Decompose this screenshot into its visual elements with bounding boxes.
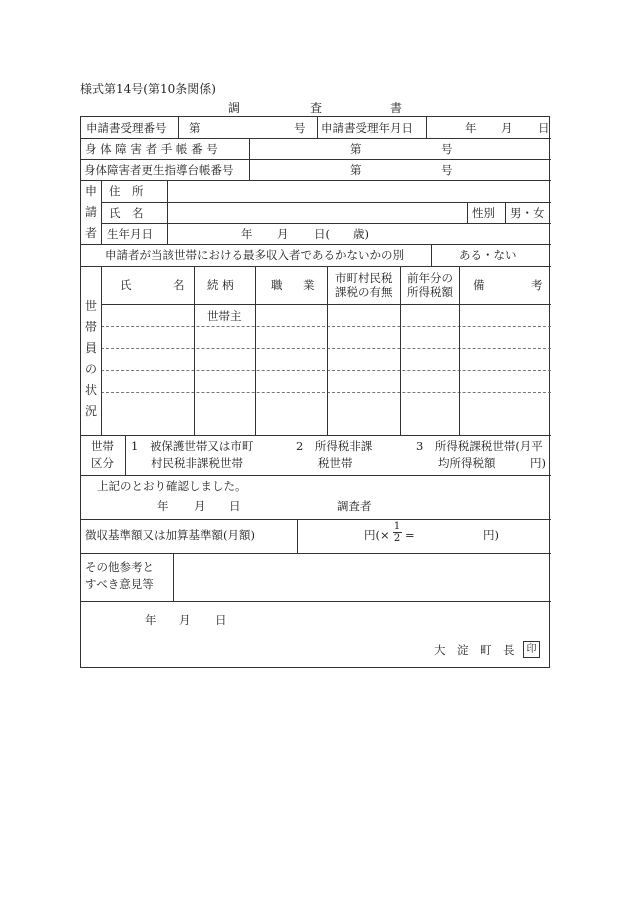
col-income-line2: 所得税額 xyxy=(407,285,453,299)
birth-day: 日( xyxy=(314,227,330,241)
rule xyxy=(194,266,195,435)
collection-equals: = xyxy=(405,528,415,542)
head-of-household: 世帯主 xyxy=(207,309,242,323)
rule xyxy=(81,601,551,602)
other-remarks-line1: その他参考と xyxy=(85,560,154,574)
rule xyxy=(81,159,551,160)
top-earner-options: ある・ない xyxy=(459,248,517,262)
rule xyxy=(81,266,551,267)
gender-options: 男・女 xyxy=(510,206,545,220)
rule xyxy=(101,304,551,305)
investigator-label: 調査者 xyxy=(337,499,372,513)
sign-month: 月 xyxy=(179,613,191,627)
disability-handbook-dai: 第 xyxy=(350,142,362,156)
half-fraction xyxy=(391,521,403,544)
rule xyxy=(81,244,551,245)
rule xyxy=(101,202,551,203)
receipt-date-label: 申請書受理年月日 xyxy=(321,121,413,135)
receipt-number-go: 号 xyxy=(294,121,306,135)
rule xyxy=(426,117,427,138)
receipt-date-year: 年 xyxy=(465,121,477,135)
category-label-line1: 世帯 xyxy=(91,439,114,453)
sign-day: 日 xyxy=(215,613,227,627)
col-relation: 続 柄 xyxy=(207,278,234,292)
col-occupation-a: 職 xyxy=(271,278,283,292)
rule xyxy=(125,435,126,475)
rule xyxy=(249,138,250,180)
category-opt3-line2: 均所得税額 円) xyxy=(438,456,546,470)
receipt-number-dai: 第 xyxy=(189,121,201,135)
collection-yen-close: 円) xyxy=(483,528,499,542)
seal-stamp: 印 xyxy=(523,641,540,658)
other-remarks-line2: すべき意見等 xyxy=(85,577,154,591)
receipt-date-day: 日 xyxy=(538,121,550,135)
name-label: 氏 名 xyxy=(109,206,144,220)
top-earner-question: 申請者が当該世帯における最多収入者であるかないかの別 xyxy=(105,248,404,262)
confirm-year: 年 xyxy=(157,499,169,513)
rule xyxy=(459,266,460,435)
rule xyxy=(81,553,551,554)
rule xyxy=(173,553,174,601)
rule xyxy=(81,519,551,520)
category-opt2-line1: 2 所得税非課 xyxy=(296,439,373,453)
disability-handbook-label: 身 体 障 害 者 手 帳 番 号 xyxy=(85,142,218,156)
category-label-line2: 区分 xyxy=(91,456,114,470)
col-income-line1: 前年分の xyxy=(407,271,453,285)
fraction-denominator: 2 xyxy=(393,533,401,544)
confirm-month: 月 xyxy=(194,499,206,513)
collection-yen-times: 円(× xyxy=(364,528,390,542)
rule xyxy=(101,266,102,435)
title-char-3: 書 xyxy=(390,101,403,115)
dashed-rule xyxy=(101,348,551,349)
confirm-day: 日 xyxy=(229,499,241,513)
rule xyxy=(431,244,432,266)
col-tax-line2: 課税の有無 xyxy=(335,285,393,299)
rule xyxy=(505,202,506,223)
birthdate-label: 生年月日 xyxy=(107,227,153,241)
dashed-rule xyxy=(101,392,551,393)
receipt-number-label: 申請書受理番号 xyxy=(86,121,167,135)
collection-standard-label: 徴収基準額又は加算基準額(月額) xyxy=(85,528,255,542)
form-number: 様式第14号(第10条関係) xyxy=(80,82,216,96)
col-tax-line1: 市町村民税 xyxy=(335,271,393,285)
fraction-numerator: 1 xyxy=(393,521,401,532)
household-side-label: 世帯員の状況 xyxy=(84,299,97,418)
rule xyxy=(81,435,551,436)
dashed-rule xyxy=(101,370,551,371)
applicant-side-label: 申請者 xyxy=(84,184,97,240)
category-opt1-line1: 1 被保護世帯又は市町 xyxy=(131,439,254,453)
age-label: 歳) xyxy=(353,227,369,241)
col-occupation-b: 業 xyxy=(303,278,315,292)
investigation-form xyxy=(80,116,550,668)
rule xyxy=(167,180,168,244)
rule xyxy=(101,223,551,224)
rehab-ledger-go: 号 xyxy=(441,163,453,177)
col-name-a: 氏 xyxy=(120,278,132,292)
rule xyxy=(101,180,102,244)
category-opt2-line2: 税世帯 xyxy=(318,456,353,470)
title-char-2: 査 xyxy=(310,101,323,115)
rule xyxy=(297,519,298,553)
birth-year: 年 xyxy=(241,227,253,241)
rehab-ledger-label: 身体障害者更生指導台帳番号 xyxy=(84,163,234,177)
sign-year: 年 xyxy=(145,613,157,627)
rule xyxy=(467,202,468,223)
confirmation-statement: 上記のとおり確認しました。 xyxy=(97,479,247,493)
category-opt1-line2: 村民税非課税世帯 xyxy=(151,456,243,470)
rule xyxy=(81,475,551,476)
rule xyxy=(255,266,256,435)
col-remarks-a: 備 xyxy=(473,278,485,292)
rule xyxy=(178,117,179,138)
disability-handbook-go: 号 xyxy=(441,142,453,156)
rehab-ledger-dai: 第 xyxy=(350,163,362,177)
rule xyxy=(327,266,328,435)
col-name-b: 名 xyxy=(173,278,185,292)
document-title xyxy=(80,99,550,115)
birth-month: 月 xyxy=(277,227,289,241)
receipt-date-month: 月 xyxy=(501,121,513,135)
title-char-1: 調 xyxy=(228,101,241,115)
rule xyxy=(317,117,318,138)
gender-label: 性別 xyxy=(472,206,495,220)
rule xyxy=(400,266,401,435)
rule xyxy=(81,138,551,139)
address-label: 住 所 xyxy=(109,184,144,198)
col-remarks-b: 考 xyxy=(531,278,543,292)
mayor-title: 大 淀 町 長 xyxy=(434,643,515,657)
dashed-rule xyxy=(101,326,551,327)
category-opt3-line1: 3 所得税課税世帯(月平 xyxy=(416,439,543,453)
rule xyxy=(81,180,551,181)
